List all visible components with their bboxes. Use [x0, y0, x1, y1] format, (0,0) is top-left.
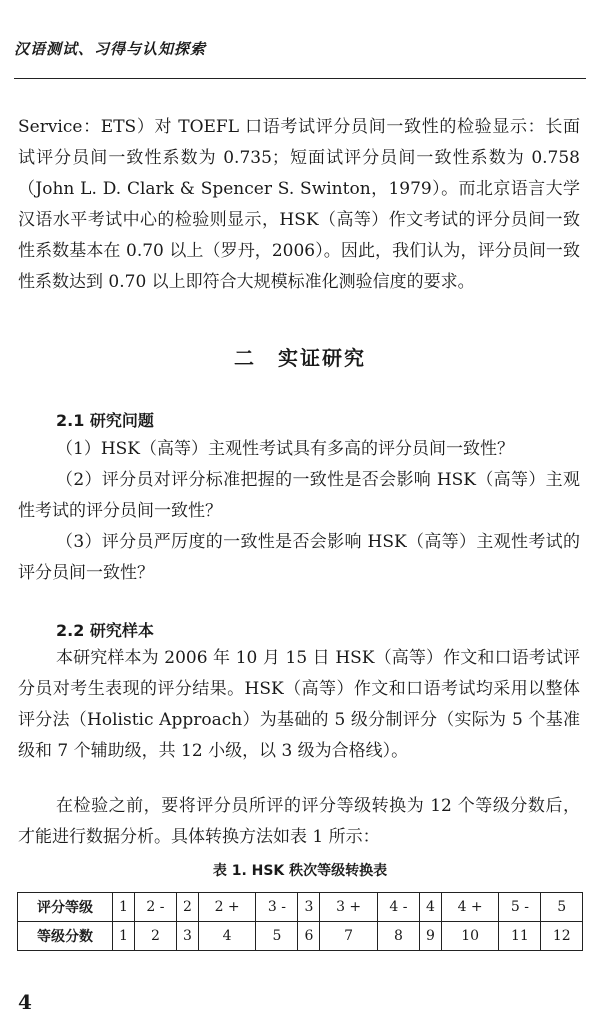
research-question-1: （1）HSK（高等）主观性考试具有多高的评分员间一致性？ [56, 439, 514, 459]
page-number: 4 [18, 990, 32, 1014]
row-header: 评分等级 [18, 893, 113, 922]
table-cell: 12 [541, 922, 583, 951]
intro-paragraph: Service：ETS）对 TOEFL 口语考试评分员间一致性的检验显示：长面试评分员间一致性系数为 0.735；短面试评分员间一致性系数为 0.758（John L. D. Clark & Spencer S. Swinton，1979）。而北京语言大学汉语水平考试中心的检验则显示，HSK（高等）作文考试的评分员间一致性系数基本在 0.70 以上（罗丹，2006）。因此，我们认为，评分员间一致性系数达到 0.70 以上即符合大规模标准化测验信度的要求。 [18, 117, 580, 292]
table-cell: 9 [419, 922, 441, 951]
table-cell: 5 [541, 893, 583, 922]
table-cell: 10 [441, 922, 499, 951]
table-cell: 2 - [134, 893, 176, 922]
table-cell: 3 + [320, 893, 378, 922]
table-cell: 11 [499, 922, 541, 951]
table-row-rating-level [18, 893, 583, 922]
table-cell: 4 [419, 893, 441, 922]
table-cell: 7 [320, 922, 378, 951]
table-cell: 5 - [499, 893, 541, 922]
running-header: 汉语测试、习得与认知探索 [14, 40, 207, 58]
table-cell: 8 [377, 922, 419, 951]
table-cell: 4 + [441, 893, 499, 922]
table-cell: 2 [134, 922, 176, 951]
table-caption: 表 1. HSK 秩次等级转换表 [212, 863, 388, 879]
table-row-level-score [18, 922, 583, 951]
table-cell: 2 [176, 893, 198, 922]
table-cell: 3 [176, 922, 198, 951]
table-cell: 3 - [256, 893, 298, 922]
table-cell: 1 [113, 922, 135, 951]
subsection-heading-research-sample: 2.2 研究样本 [56, 621, 154, 640]
table-cell: 3 [298, 893, 320, 922]
table-cell: 6 [298, 922, 320, 951]
sample-paragraph-1: 本研究样本为 2006 年 10 月 15 日 HSK（高等）作文和口语考试评分员对考生表现的评分结果。HSK（高等）作文和口语考试均采用以整体评分法（Holistic Approach）为基础的 5 级分制评分（实际为 5 个基准级和 7 个辅助级，共 12 小级，以 3 级为合格线）。 [18, 648, 580, 761]
row-header: 等级分数 [18, 922, 113, 951]
table-cell: 2 + [198, 893, 256, 922]
rank-conversion-table [17, 892, 583, 951]
research-question-3: （3）评分员严厉度的一致性是否会影响 HSK（高等）主观性考试的评分员间一致性？ [18, 532, 580, 583]
table-cell: 5 [256, 922, 298, 951]
header-rule [14, 78, 586, 79]
table-cell: 4 - [377, 893, 419, 922]
table-cell: 1 [113, 893, 135, 922]
research-question-2: （2）评分员对评分标准把握的一致性是否会影响 HSK（高等）主观性考试的评分员间一致性？ [18, 470, 580, 521]
section-title: 二 实证研究 [234, 346, 366, 370]
subsection-heading-research-questions: 2.1 研究问题 [56, 411, 154, 430]
sample-paragraph-2: 在检验之前，要将评分员所评的评分等级转换为 12 个等级分数后，才能进行数据分析。具体转换方法如表 1 所示： [18, 796, 580, 847]
table-cell: 4 [198, 922, 256, 951]
